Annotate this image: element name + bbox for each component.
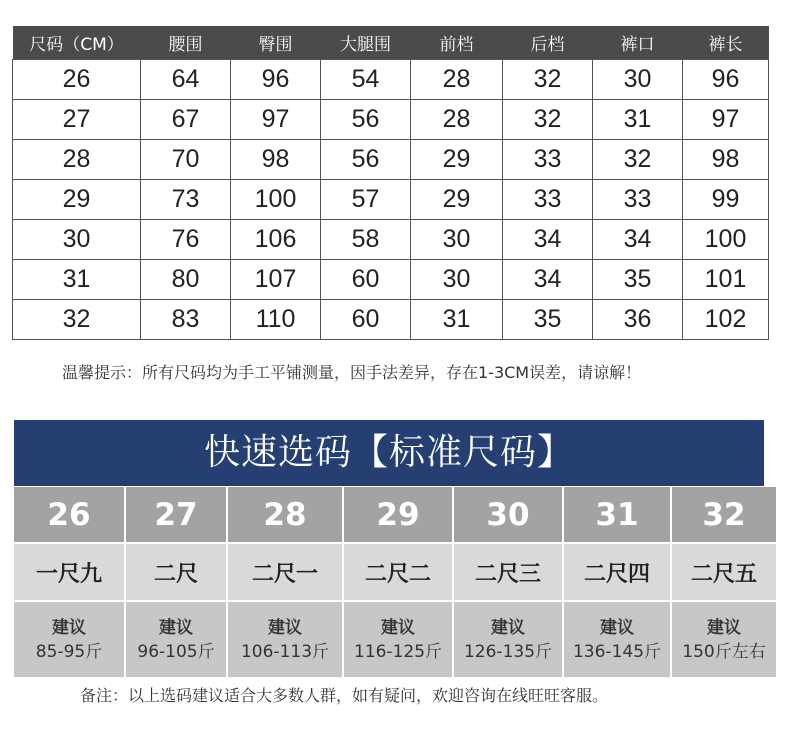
suggestion-weight: 85-95斤 xyxy=(35,641,103,662)
size-cell: 28 xyxy=(13,140,141,180)
measurement-cell: 97 xyxy=(231,100,321,140)
measurement-cell: 76 xyxy=(141,220,231,260)
size-cell: 30 xyxy=(13,220,141,260)
measurement-cell: 54 xyxy=(321,60,411,100)
footer-note: 备注：以上选码建议适合大多数人群，如有疑问，欢迎咨询在线旺旺客服。 xyxy=(80,686,609,705)
quick-size-waist-name: 二尺一 xyxy=(228,544,342,600)
suggestion-weight: 96-105斤 xyxy=(137,641,215,662)
suggestion-weight: 150斤左右 xyxy=(682,641,766,662)
measurement-cell: 70 xyxy=(141,140,231,180)
size-table-header-row xyxy=(13,26,769,60)
size-row xyxy=(13,300,769,340)
measurement-cell: 30 xyxy=(593,60,683,100)
size-cell: 26 xyxy=(13,60,141,100)
measurement-cell: 57 xyxy=(321,180,411,220)
measurement-cell: 96 xyxy=(231,60,321,100)
quick-size-waist-name: 二尺 xyxy=(126,544,226,600)
header-length: 裤长 xyxy=(683,26,769,60)
size-cell: 29 xyxy=(13,180,141,220)
quick-size-suggestion xyxy=(564,602,670,677)
quick-size-waist-name: 二尺三 xyxy=(454,544,562,600)
header-hip: 臀围 xyxy=(231,26,321,60)
size-cell: 31 xyxy=(13,260,141,300)
measurement-cell: 102 xyxy=(683,300,769,340)
suggestion-label: 建议 xyxy=(381,617,415,638)
size-row xyxy=(13,260,769,300)
measurement-cell: 30 xyxy=(411,220,503,260)
measurement-cell: 33 xyxy=(503,140,593,180)
measurement-cell: 107 xyxy=(231,260,321,300)
suggestion-label: 建议 xyxy=(491,617,525,638)
size-row xyxy=(13,140,769,180)
header-leg-opening: 裤口 xyxy=(593,26,683,60)
measurement-cell: 56 xyxy=(321,100,411,140)
quick-size-suggestion xyxy=(14,602,124,677)
measurement-cell: 28 xyxy=(411,60,503,100)
measurement-cell: 58 xyxy=(321,220,411,260)
measurement-cell: 106 xyxy=(231,220,321,260)
measurement-cell: 100 xyxy=(683,220,769,260)
header-thigh: 大腿围 xyxy=(321,26,411,60)
suggestion-weight: 106-113斤 xyxy=(240,641,330,662)
size-table xyxy=(12,26,769,340)
measurement-cell: 32 xyxy=(503,100,593,140)
measurement-cell: 98 xyxy=(683,140,769,180)
measurement-cell: 32 xyxy=(593,140,683,180)
quick-select-title: 快速选码【标准尺码】 xyxy=(14,420,764,486)
size-cell: 32 xyxy=(13,300,141,340)
header-size: 尺码（CM） xyxy=(13,26,141,60)
measurement-cell: 28 xyxy=(411,100,503,140)
measurement-cell: 97 xyxy=(683,100,769,140)
suggestion-label: 建议 xyxy=(707,617,741,638)
measurement-cell: 29 xyxy=(411,180,503,220)
measurement-cell: 34 xyxy=(593,220,683,260)
suggestion-label: 建议 xyxy=(52,617,86,638)
size-cell: 27 xyxy=(13,100,141,140)
measurement-cell: 34 xyxy=(503,260,593,300)
quick-size-number: 27 xyxy=(126,487,226,542)
quick-size-number: 26 xyxy=(14,487,124,542)
quick-size-suggestion xyxy=(228,602,342,677)
measurement-cell: 60 xyxy=(321,260,411,300)
quick-size-suggestion xyxy=(454,602,562,677)
measurement-tip: 温馨提示：所有尺码均为手工平铺测量，因手法差异，存在1-3CM误差，请谅解！ xyxy=(62,363,642,382)
measurement-cell: 33 xyxy=(593,180,683,220)
quick-size-waist-name: 二尺四 xyxy=(564,544,670,600)
quick-size-number: 29 xyxy=(344,487,452,542)
suggestion-weight: 116-125斤 xyxy=(353,641,443,662)
header-front-rise: 前档 xyxy=(411,26,503,60)
header-back-rise: 后档 xyxy=(503,26,593,60)
measurement-cell: 64 xyxy=(141,60,231,100)
measurement-cell: 36 xyxy=(593,300,683,340)
measurement-cell: 56 xyxy=(321,140,411,180)
size-row xyxy=(13,180,769,220)
measurement-cell: 96 xyxy=(683,60,769,100)
quick-size-suggestion xyxy=(672,602,776,677)
measurement-cell: 110 xyxy=(231,300,321,340)
quick-size-number: 32 xyxy=(672,487,776,542)
suggestion-weight: 126-135斤 xyxy=(463,641,553,662)
suggestion-label: 建议 xyxy=(159,617,193,638)
quick-size-suggestion xyxy=(126,602,226,677)
quick-size-number: 28 xyxy=(228,487,342,542)
quick-size-number: 30 xyxy=(454,487,562,542)
measurement-cell: 98 xyxy=(231,140,321,180)
measurement-cell: 83 xyxy=(141,300,231,340)
quick-size-number: 31 xyxy=(564,487,670,542)
measurement-cell: 100 xyxy=(231,180,321,220)
measurement-cell: 29 xyxy=(411,140,503,180)
measurement-cell: 31 xyxy=(593,100,683,140)
quick-size-waist-name: 一尺九 xyxy=(14,544,124,600)
measurement-cell: 32 xyxy=(503,60,593,100)
header-waist: 腰围 xyxy=(141,26,231,60)
measurement-cell: 35 xyxy=(503,300,593,340)
measurement-cell: 99 xyxy=(683,180,769,220)
measurement-cell: 67 xyxy=(141,100,231,140)
suggestion-label: 建议 xyxy=(600,617,634,638)
measurement-cell: 31 xyxy=(411,300,503,340)
measurement-cell: 34 xyxy=(503,220,593,260)
quick-select-grid xyxy=(14,487,764,677)
quick-size-suggestion xyxy=(344,602,452,677)
measurement-cell: 35 xyxy=(593,260,683,300)
size-row xyxy=(13,60,769,100)
measurement-cell: 60 xyxy=(321,300,411,340)
measurement-cell: 101 xyxy=(683,260,769,300)
measurement-cell: 80 xyxy=(141,260,231,300)
measurement-cell: 33 xyxy=(503,180,593,220)
quick-size-waist-name: 二尺五 xyxy=(672,544,776,600)
suggestion-weight: 136-145斤 xyxy=(572,641,662,662)
quick-size-waist-name: 二尺二 xyxy=(344,544,452,600)
size-row xyxy=(13,220,769,260)
measurement-cell: 30 xyxy=(411,260,503,300)
size-row xyxy=(13,100,769,140)
suggestion-label: 建议 xyxy=(268,617,302,638)
measurement-cell: 73 xyxy=(141,180,231,220)
